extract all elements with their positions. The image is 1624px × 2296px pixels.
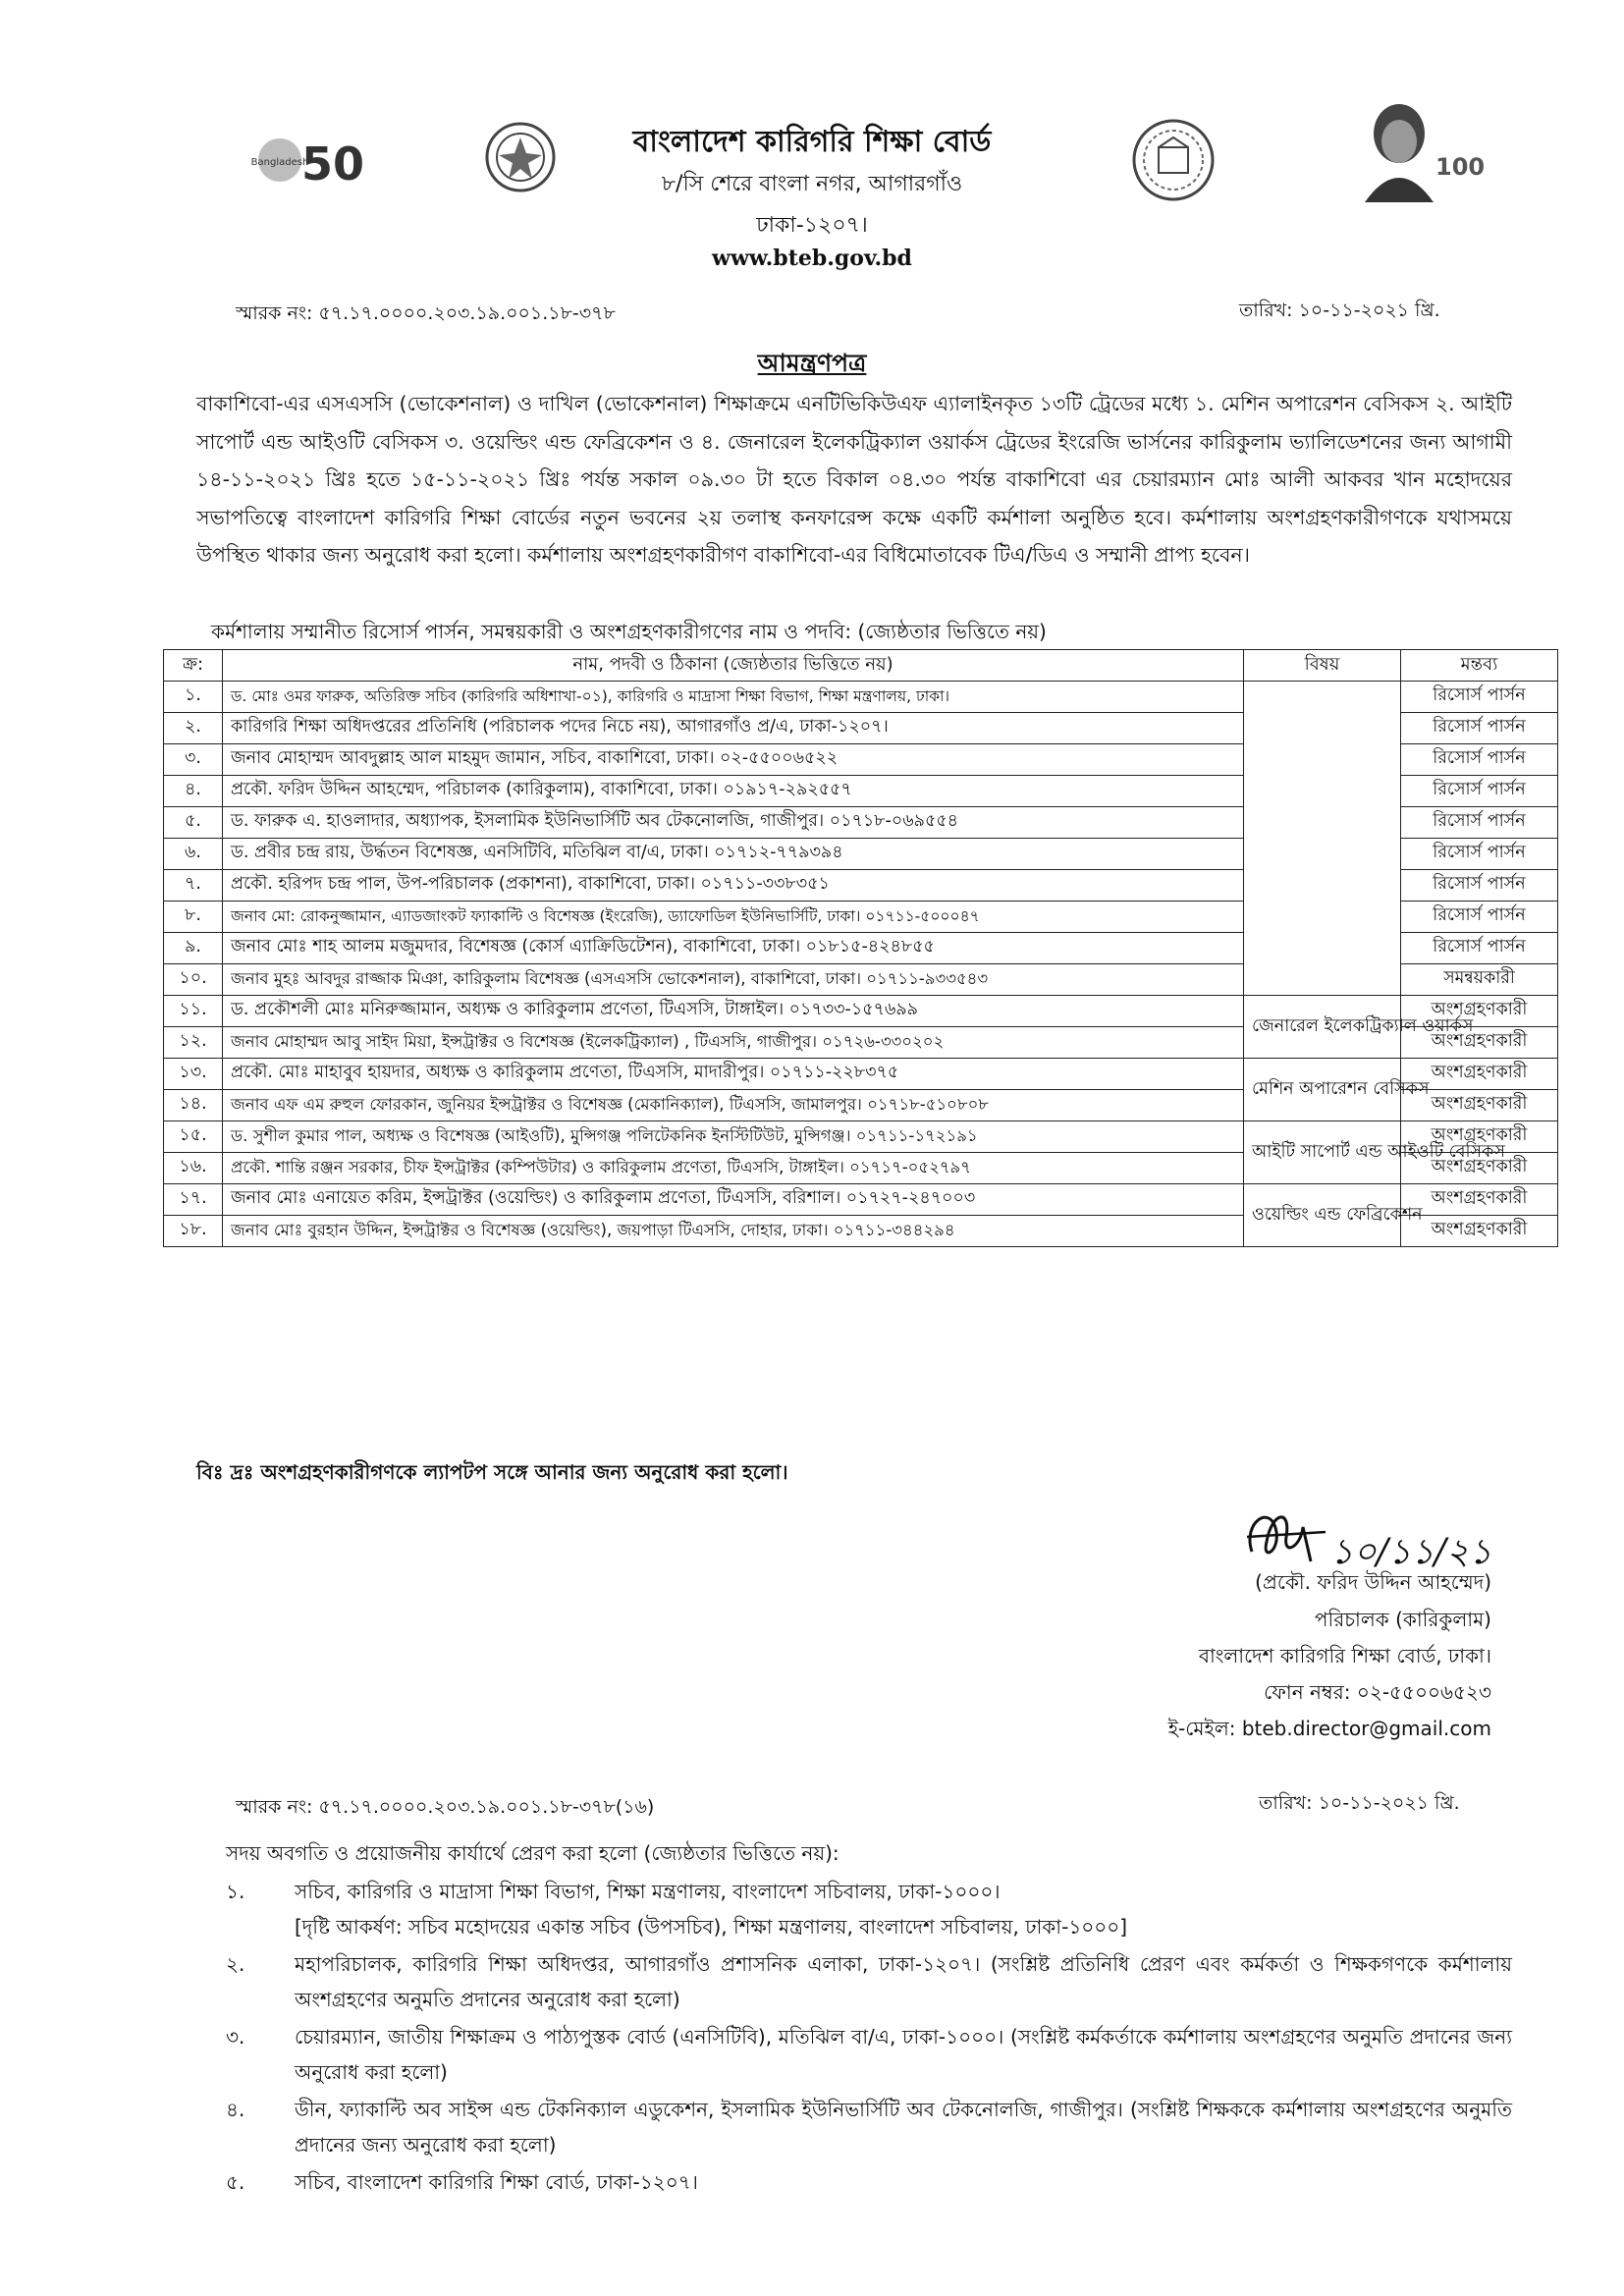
memo-reference-copy: স্মারক নং: ৫৭.১৭.০০০০.২০৩.১৯.০০১.১৮-৩৭৮(১৬) <box>236 1796 655 1818</box>
table-row <box>164 1059 1558 1090</box>
signatory-organization: বাংলাদেশ কারিগরি শিক্ষা বোর্ড, ঢাকা। <box>1198 1644 1491 1667</box>
row-remark: রিসোর্স পার্সন <box>1401 776 1558 807</box>
signatory-designation: পরিচালক (কারিকুলাম) <box>1314 1608 1491 1631</box>
row-serial: ৩. <box>164 744 223 776</box>
intro-paragraph: বাকাশিবো-এর এসএসসি (ভোকেশনাল) ও দাখিল (ভোকেশনাল) শিক্ষাক্রমে এনটিভিকিউএফ এ্যালাইনকৃত ১৩টি ট্রেডের মধ্যে ১. মেশিন অপারেশন বেসিকস ২. আইটি সাপোর্ট এন্ড আইওটি বেসিকস ৩. ওয়েল্ডিং এন্ড ফেব্রিকেশন ও ৪. জেনারেল ইলেকট্রিক্যাল ওয়ার্কস ট্রেডের ইংরেজি ভার্সনের কারিকুলাম ভ্যালিডেশনের জন্য আগামী ১৪-১১-২০২১ খ্রিঃ হতে ১৫-১১-২০২১ খ্রিঃ পর্যন্ত সকাল ০৯.৩০ টা হতে বিকাল ০৪.৩০ পর্যন্ত বাকাশিবো এর চেয়ারম্যান মোঃ আলী আকবর খান মহোদয়ের সভাপতিত্বে বাংলাদেশ কারিগরি শিক্ষা বোর্ডের নতুন ভবনের ২য় তলাস্থ কনফারেন্স কক্ষে একটি কর্মশালা অনুষ্ঠিত হবে। কর্মশালায় অংশগ্রহণকারীগণকে যথাসময়ে উপস্থিত থাকার জন্য অনুরোধ করা হলো। কর্মশালায় অংশগ্রহণকারীগণ বাকাশিবো-এর বিধিমোতাবেক টিএ/ডিএ ও সম্মানী প্রাপ্য হবেন। <box>196 392 1512 567</box>
document-title: আমন্ত্রণপত্র <box>757 349 867 377</box>
distribution-item-text: মহাপরিচালক, কারিগরি শিক্ষা অধিদপ্তর, আগারগাঁও প্রশাসনিক এলাকা, ঢাকা-১২০৭। (সংশ্লিষ্ট প্রতিনিধি প্রেরণ এবং কর্মকর্তা ও শিক্ষকগণকে কর্মশালায় অংশগ্রহণের অনুমতি প্রদানের অনুরোধ করা হলো) <box>295 1952 1512 2011</box>
row-serial: ৯. <box>164 933 223 964</box>
row-remark: রিসোর্স পার্সন <box>1401 870 1558 902</box>
distribution-intro: সদয় অবগতি ও প্রয়োজনীয় কার্যার্থে প্রেরণ করা হলো (জ্যেষ্ঠতার ভিত্তিতে নয়): <box>226 1841 839 1865</box>
row-name: প্রকৌ. শান্তি রঞ্জন সরকার, চীফ ইন্সট্রাক্টর (কম্পিউটার) ও কারিকুলাম প্রণেতা, টিএসসি, টাঙ্গাইল। ০১৭১৭-০৫২৭৯৭ <box>223 1153 1244 1184</box>
row-name: প্রকৌ. মোঃ মাহাবুব হায়দার, অধ্যক্ষ ও কারিকুলাম প্রণেতা, টিএসসি, মাদারীপুর। ০১৭১১-২২৮৩৭৫ <box>223 1059 1244 1090</box>
table-caption: কর্মশালায় সম্মানীত রিসোর্স পার্সন, সমন্বয়কারী ও অংশগ্রহণকারীগণের নাম ও পদবি: (জ্যেষ্ঠতার ভিত্তিতে নয়) <box>211 620 1047 643</box>
row-remark: অংশগ্রহণকারী <box>1401 1027 1558 1059</box>
organization-address-line2: ঢাকা-১২০৭। <box>756 213 868 238</box>
row-name: কারিগরি শিক্ষা অধিদপ্তরের প্রতিনিধি (পরিচালক পদের নিচে নয়), আগারগাঁও প্র/এ, ঢাকা-১২০৭। <box>223 713 1244 744</box>
row-remark: রিসোর্স পার্সন <box>1401 933 1558 964</box>
row-name: জনাব মোঃ বুরহান উদ্দিন, ইন্সট্রাক্টর ও বিশেষজ্ঞ (ওয়েল্ডিং), জয়পাড়া টিএসসি, দোহার, ঢাকা। ০১৭১১-৩৪৪২৯৪ <box>223 1216 1244 1247</box>
row-serial: ২. <box>164 713 223 744</box>
distribution-item-number: ২. <box>226 1952 245 1976</box>
row-remark: অংশগ্রহণকারী <box>1401 1121 1558 1153</box>
distribution-item <box>226 2092 1512 2162</box>
row-remark: রিসোর্স পার্সন <box>1401 902 1558 933</box>
distribution-item <box>226 2019 1512 2090</box>
table-row <box>164 996 1558 1027</box>
distribution-item <box>226 1946 1512 2017</box>
row-name: ড. ফারুক এ. হাওলাদার, অধ্যাপক, ইসলামিক ইউনিভার্সিটি অব টেকনোলজি, গাজীপুর। ০১৭১৮-০৬৯৫৫৪ <box>223 807 1244 839</box>
row-serial: ১৫. <box>164 1121 223 1153</box>
row-remark: অংশগ্রহণকারী <box>1401 1090 1558 1121</box>
row-name: জনাব মোহাম্মদ আবু সাইদ মিয়া, ইন্সট্রাক্টর ও বিশেষজ্ঞ (ইলেকট্রিক্যাল) , টিএসসি, গাজীপুর। ০১৭২৬-৩৩০২০২ <box>223 1027 1244 1059</box>
table-header-row <box>164 650 1558 682</box>
row-serial: ৭. <box>164 870 223 902</box>
row-remark: সমন্বয়কারী <box>1401 964 1558 996</box>
row-serial: ১৩. <box>164 1059 223 1090</box>
row-subject-empty <box>1244 682 1401 996</box>
row-remark: অংশগ্রহণকারী <box>1401 1059 1558 1090</box>
row-name: জনাব মোহাম্মদ আবদুল্লাহ আল মাহমুদ জামান, সচিব, বাকাশিবো, ঢাকা। ০২-৫৫০০৬৫২২ <box>223 744 1244 776</box>
distribution-item-text: চেয়ারম্যান, জাতীয় শিক্ষাক্রম ও পাঠ্যপুস্তক বোর্ড (এনসিটিবি), মতিঝিল বা/এ, ঢাকা-১০০০। (সংশ্লিষ্ট কর্মকর্তাকে কর্মশালায় অংশগ্রহণের অনুমতি প্রদানের জন্য অনুরোধ করা হলো) <box>295 2025 1512 2084</box>
row-subject: আইটি সাপোর্ট এন্ড আইওটি বেসিকস <box>1244 1121 1401 1184</box>
distribution-item-text: সচিব, কারিগরি ও মাদ্রাসা শিক্ষা বিভাগ, শিক্ষা মন্ত্রণালয়, বাংলাদেশ সচিবালয়, ঢাকা-১০০০। <box>295 1880 1001 1903</box>
memo-reference: স্মারক নং: ৫৭.১৭.০০০০.২০৩.১৯.০০১.১৮-৩৭৮ <box>236 302 616 324</box>
distribution-item-attention: [দৃষ্টি আকর্ষণ: সচিব মহোদয়ের একান্ত সচিব (উপসচিব), শিক্ষা মন্ত্রণালয়, বাংলাদেশ সচিবালয়, ঢাকা-১০০০] <box>295 1915 1128 1939</box>
row-serial: ৬. <box>164 839 223 870</box>
row-name: জনাব মুহঃ আবদুর রাজ্জাক মিঞা, কারিকুলাম বিশেষজ্ঞ (এসএসসি ভোকেশনাল), বাকাশিবো, ঢাকা। ০১৭১১-৯৩৩৫৪৩ <box>223 964 1244 996</box>
row-serial: ৮. <box>164 902 223 933</box>
header-subject: বিষয় <box>1244 650 1401 682</box>
row-serial: ৫. <box>164 807 223 839</box>
row-name: জনাব মোঃ এনায়েত করিম, ইন্সট্রাক্টর (ওয়েল্ডিং) ও কারিকুলাম প্রণেতা, টিএসসি, বরিশাল। ০১৭২৭-২৪৭০০৩ <box>223 1184 1244 1216</box>
row-serial: ১০. <box>164 964 223 996</box>
memo-date-copy: তারিখ: ১০-১১-২০২১ খ্রি. <box>1259 1792 1460 1814</box>
row-name: জনাব মোঃ শাহ আলম মজুমদার, বিশেষজ্ঞ (কোর্স এ্যাক্রিডিটেশন), বাকাশিবো, ঢাকা। ০১৮১৫-৪২৪৮৫৫ <box>223 933 1244 964</box>
row-remark: অংশগ্রহণকারী <box>1401 1153 1558 1184</box>
row-serial: ১৪. <box>164 1090 223 1121</box>
row-serial: ১. <box>164 682 223 713</box>
row-name: প্রকৌ. হরিপদ চন্দ্র পাল, উপ-পরিচালক (প্রকাশনা), বাকাশিবো, ঢাকা। ০১৭১১-৩৩৮৩৫১ <box>223 870 1244 902</box>
row-name: ড. মোঃ ওমর ফারুক, অতিরিক্ত সচিব (কারিগরি অধিশাখা-০১), কারিগরি ও মাদ্রাসা শিক্ষা বিভাগ, শিক্ষা মন্ত্রণালয়, ঢাকা। <box>223 682 1244 713</box>
distribution-item-text: ডীন, ফ্যাকাল্টি অব সাইন্স এন্ড টেকনিক্যাল এডুকেশন, ইসলামিক ইউনিভার্সিটি অব টেকনোলজি, গাজীপুর। (সংশ্লিষ্ট শিক্ষককে কর্মশালায় অংশগ্রহণের অনুমতি প্রদানের জন্য অনুরোধ করা হলো) <box>295 2098 1512 2157</box>
header-remark: মন্তব্য <box>1401 650 1558 682</box>
organization-title: বাংলাদেশ কারিগরি শিক্ষা বোর্ড <box>632 125 992 159</box>
memo-date: তারিখ: ১০-১১-২০২১ খ্রি. <box>1239 300 1440 321</box>
row-serial: ১৭. <box>164 1184 223 1216</box>
organization-address-line1: ৮/সি শেরে বাংলা নগর, আগারগাঁও <box>661 172 963 196</box>
row-subject: মেশিন অপারেশন বেসিকস <box>1244 1059 1401 1121</box>
table-row <box>164 682 1558 713</box>
svg-text:১০/১১/২১: ১০/১১/২১ <box>1330 1532 1492 1572</box>
row-serial: ১৬. <box>164 1153 223 1184</box>
header-serial: ক্র: <box>164 650 223 682</box>
row-subject: ওয়েল্ডিং এন্ড ফেব্রিকেশন <box>1244 1184 1401 1247</box>
row-remark: রিসোর্স পার্সন <box>1401 807 1558 839</box>
distribution-item <box>226 1874 1512 1944</box>
row-serial: ১১. <box>164 996 223 1027</box>
row-serial: ১৮. <box>164 1216 223 1247</box>
distribution-item-number: ৪. <box>226 2098 245 2121</box>
svg-text:100: 100 <box>1435 153 1486 181</box>
row-name: ড. প্রবীর চন্দ্র রায়, উর্দ্ধতন বিশেষজ্ঞ, এনসিটিবি, মতিঝিল বা/এ, ঢাকা। ০১৭১২-৭৭৯৩৯৪ <box>223 839 1244 870</box>
table-row <box>164 1184 1558 1216</box>
laptop-note: বিঃ দ্রঃ অংশগ্রহণকারীগণকে ল্যাপটপ সঙ্গে আনার জন্য অনুরোধ করা হলো। <box>196 1460 788 1484</box>
organization-website: www.bteb.gov.bd <box>712 246 912 271</box>
row-serial: ৪. <box>164 776 223 807</box>
participants-table <box>163 649 1558 1247</box>
distribution-item <box>226 2164 1512 2200</box>
header-name: নাম, পদবী ও ঠিকানা (জ্যেষ্ঠতার ভিত্তিতে নয়) <box>223 650 1244 682</box>
row-name: জনাব এফ এম রুহুল ফোরকান, জুনিয়র ইন্সট্রাক্টর ও বিশেষজ্ঞ (মেকানিক্যাল), টিএসসি, জামালপুর। ০১৭১৮-৫১০৮০৮ <box>223 1090 1244 1121</box>
signatory-phone: ফোন নম্বর: ০২-৫৫০০৬৫২৩ <box>1264 1680 1491 1704</box>
distribution-item-number: ১. <box>226 1880 245 1903</box>
row-remark: রিসোর্স পার্সন <box>1401 744 1558 776</box>
row-name: ড. সুশীল কুমার পাল, অধ্যক্ষ ও বিশেষজ্ঞ (আইওটি), মুন্সিগঞ্জ পলিটেকনিক ইনস্টিটিউট, মুন্সিগঞ্জ। ০১৭১১-১৭২১৯১ <box>223 1121 1244 1153</box>
distribution-item-text: সচিব, বাংলাদেশ কারিগরি শিক্ষা বোর্ড, ঢাকা-১২০৭। <box>295 2170 698 2194</box>
distribution-item-number: ৫. <box>226 2170 245 2194</box>
row-remark: রিসোর্স পার্সন <box>1401 713 1558 744</box>
row-serial: ১২. <box>164 1027 223 1059</box>
table-row <box>164 1121 1558 1153</box>
svg-text:50: 50 <box>301 137 365 191</box>
row-remark: অংশগ্রহণকারী <box>1401 1216 1558 1247</box>
distribution-item-number: ৩. <box>226 2025 245 2049</box>
row-remark: অংশগ্রহণকারী <box>1401 996 1558 1027</box>
row-name: ড. প্রকৌশলী মোঃ মনিরুজ্জামান, অধ্যক্ষ ও কারিকুলাম প্রণেতা, টিএসসি, টাঙ্গাইল। ০১৭৩৩-১৫৭৬৯৯ <box>223 996 1244 1027</box>
signatory-name: (প্রকৌ. ফরিদ উদ্দিন আহম্মেদ) <box>1255 1570 1491 1594</box>
svg-text:Bangladesh: Bangladesh <box>250 157 309 168</box>
row-remark: অংশগ্রহণকারী <box>1401 1184 1558 1216</box>
signatory-email: ই-মেইল: bteb.director@gmail.com <box>1167 1717 1491 1740</box>
row-subject: জেনারেল ইলেকট্রিক্যাল ওয়ার্কস <box>1244 996 1401 1059</box>
row-name: প্রকৌ. ফরিদ উদ্দিন আহম্মেদ, পরিচালক (কারিকুলাম), বাকাশিবো, ঢাকা। ০১৯১৭-২৯২৫৫৭ <box>223 776 1244 807</box>
row-remark: রিসোর্স পার্সন <box>1401 839 1558 870</box>
row-name: জনাব মো: রোকনুজ্জামান, এ্যাডজাংকট ফ্যাকাল্টি ও বিশেষজ্ঞ (ইংরেজি), ড্যাফোডিল ইউনিভার্সিটি, ঢাকা। ০১৭১১-৫০০০৪৭ <box>223 902 1244 933</box>
row-remark: রিসোর্স পার্সন <box>1401 682 1558 713</box>
